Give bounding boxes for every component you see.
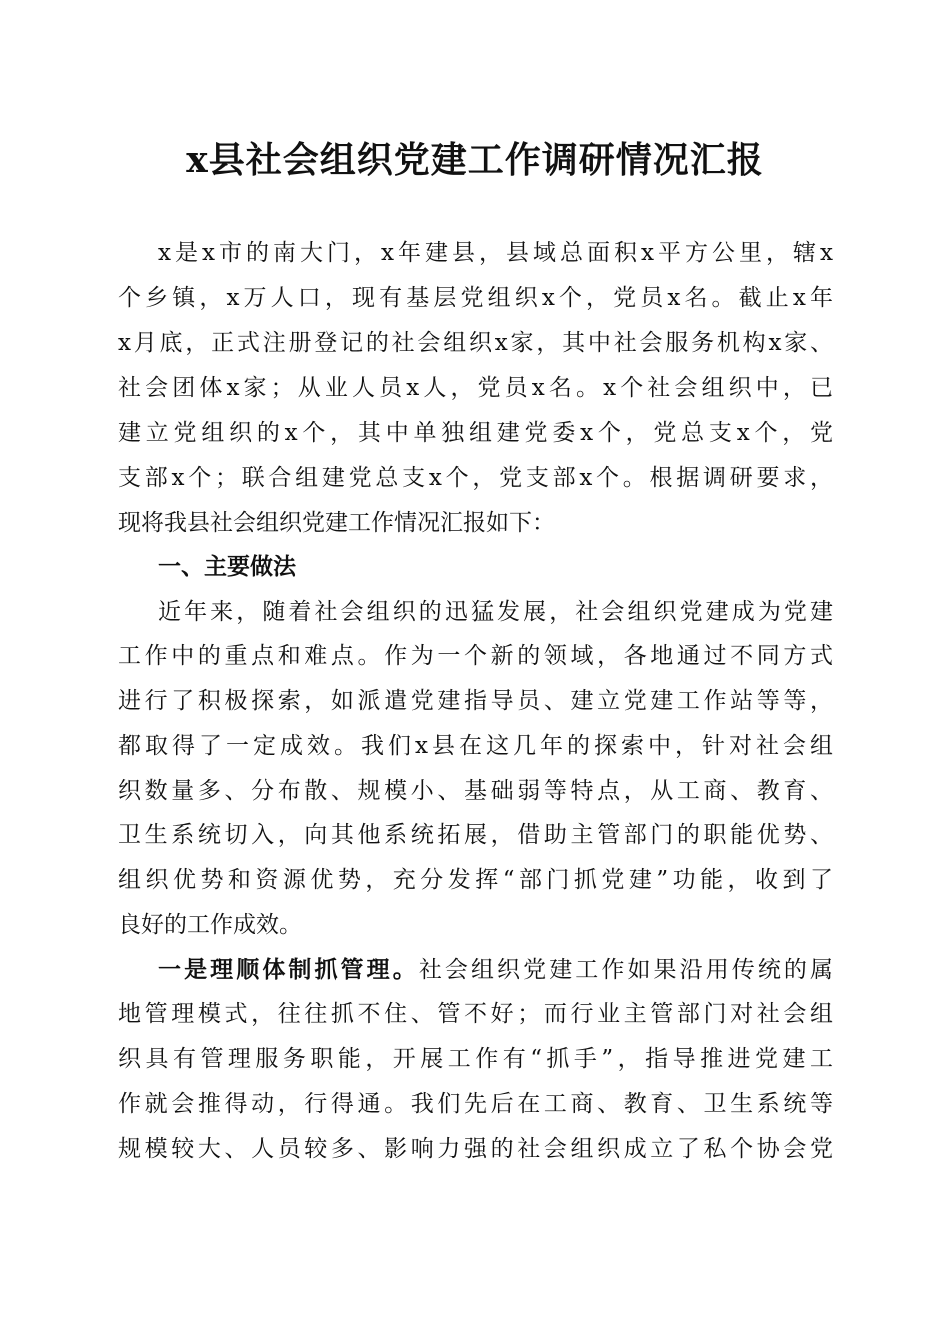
section-heading: 一、主要做法 [158,554,296,580]
text-line: 组织优势和资源优势，充分发挥“部门抓党建”功能，收到了 [118,867,833,893]
text-line: x月底，正式注册登记的社会组织x家，其中社会服务机构x家、 [118,330,833,356]
text-line: 工作中的重点和难点。作为一个新的领域，各地通过不同方式 [118,643,833,669]
text-line: 近年来，随着社会组织的迅猛发展，社会组织党建成为党建 [158,599,833,625]
text-line: 现将我县社会组织党建工作情况汇报如下： [118,510,555,536]
text-line: 支部x个；联合组建党总支x个，党支部x个。根据调研要求， [118,465,833,491]
text-line: 建立党组织的x个，其中单独组建党委x个，党总支x个，党 [118,420,833,446]
text-line-with-lead [158,955,833,985]
text-line: x是x市的南大门，x年建县，县域总面积x平方公里，辖x [158,240,833,266]
text-line: 规模较大、人员较多、影响力强的社会组织成立了私个协会党 [118,1136,833,1162]
text-line: 进行了积极探索，如派遣党建指导员、建立党建工作站等等， [118,688,833,714]
text-line: 卫生系统切入，向其他系统拓展，借助主管部门的职能优势、 [118,822,833,848]
text-line: 都取得了一定成效。我们x县在这几年的探索中，针对社会组 [118,733,833,759]
text-line: 良好的工作成效。 [118,912,302,938]
text-segment: 社会组织党建工作如果沿用传统的属 [418,957,833,983]
document-title: x县社会组织党建工作调研情况汇报 [186,139,764,181]
text-line: 织具有管理服务职能，开展工作有“抓手”，指导推进党建工 [118,1046,833,1072]
text-line: 作就会推得动，行得通。我们先后在工商、教育、卫生系统等 [118,1091,833,1117]
paragraph-lead: 一是理顺体制抓管理。 [158,957,419,983]
text-line: 个乡镇，x万人口，现有基层党组织x个，党员x名。截止x年 [118,285,833,311]
text-line: 织数量多、分布散、规模小、基础弱等特点，从工商、教育、 [118,778,833,804]
text-line: 社会团体x家；从业人员x人，党员x名。x个社会组织中，已 [118,375,833,401]
text-line: 地管理模式，往往抓不住、管不好；而行业主管部门对社会组 [118,1001,833,1027]
